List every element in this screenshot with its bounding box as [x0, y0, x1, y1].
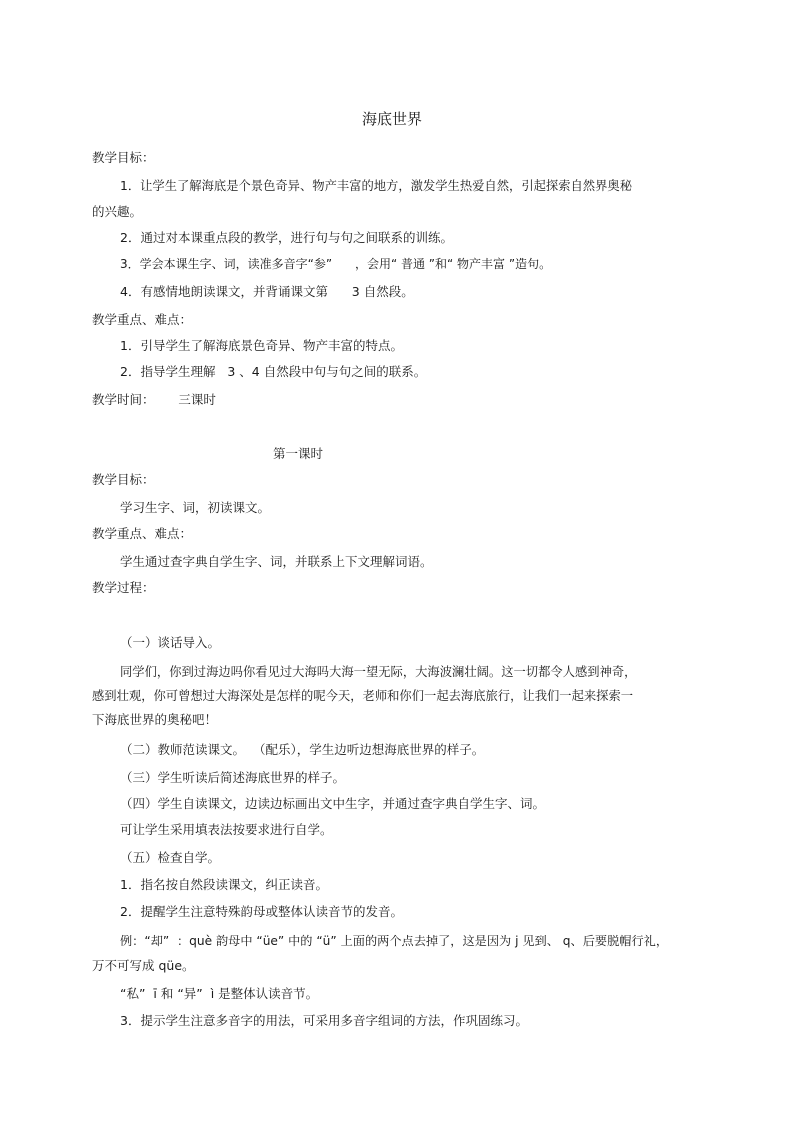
example-line-3: “私” ī 和 “异” ì 是整体认读音节。: [120, 986, 319, 1001]
heading-process: 教学过程：: [92, 580, 155, 595]
lesson-heading: 第一课时: [273, 446, 324, 461]
example-line-1: 例：“却” ：què 韵母中 “üe” 中的 “ü” 上面的两个点去掉了，这是因为 j 见到、 q、后要脱帽行礼，: [120, 934, 669, 948]
step-3: （三）学生听读后简述海底世界的样子。: [120, 770, 346, 785]
key-point-text: 学生通过查字典自学生字、词，并联系上下文理解词语。: [120, 554, 433, 569]
check-item-3: 3．提示学生注意多音字的用法，可采用多音字组词的方法，作巩固练习。: [120, 1013, 528, 1028]
intro-paragraph-line-2: 感到壮观，你可曾想过大海深处是怎样的呢今天，老师和你们一起去海底旅行，让我们一起来探索一: [92, 689, 634, 703]
check-item-1: 1．指名按自然段读课文，纠正读音。: [120, 877, 328, 892]
intro-paragraph-line-3: 下海底世界的奥秘吧！: [92, 712, 218, 727]
teaching-time: 教学时间： 三课时: [92, 392, 216, 407]
step-5: （五）检查自学。: [120, 850, 221, 865]
objective-1: 1．让学生了解海底是个景色奇异、物产丰富的地方，激发学生热爱自然，引起探索自然界奥秘: [120, 179, 632, 193]
objective-3: 3．学会本课生字、词，读准多音字“参” ，会用“ 普通 ”和“ 物产丰富 ”造句。: [120, 257, 552, 271]
document-title: 海底世界: [362, 110, 423, 128]
step-2: （二）教师范读课文。 （配乐），学生边听边想海底世界的样子。: [120, 742, 485, 757]
objective-1-cont: 的兴趣。: [92, 204, 143, 219]
key-point-1: 1．引导学生了解海底景色奇异、物产丰富的特点。: [120, 338, 403, 353]
objective-text: 学习生字、词，初读课文。: [120, 500, 271, 515]
heading-key-points-2: 教学重点、难点：: [92, 526, 193, 541]
example-line-2: 万不可写成 qüe。: [92, 958, 195, 973]
intro-paragraph-line-1: 同学们，你到过海边吗你看见过大海吗大海一望无际，大海波澜壮阔。这一切都令人感到神奇，: [120, 665, 637, 679]
check-item-2: 2．提醒学生注意特殊韵母或整体认读音节的发音。: [120, 904, 403, 919]
step-1: （一）谈话导入。: [120, 635, 221, 650]
heading-objectives: 教学目标：: [92, 150, 155, 165]
objective-4: 4．有感情地朗读课文，并背诵课文第 3 自然段。: [120, 284, 414, 299]
step-4-note: 可让学生采用填表法按要求进行自学。: [120, 822, 333, 837]
step-4: （四）学生自读课文，边读边标画出文中生字，并通过查字典自学生字、词。: [120, 796, 546, 811]
heading-key-points: 教学重点、难点：: [92, 312, 193, 327]
objective-2: 2．通过对本课重点段的教学，进行句与句之间联系的训练。: [120, 230, 453, 245]
key-point-2: 2．指导学生理解 3 、4 自然段中句与句之间的联系。: [120, 364, 427, 379]
heading-objectives-2: 教学目标：: [92, 472, 155, 487]
